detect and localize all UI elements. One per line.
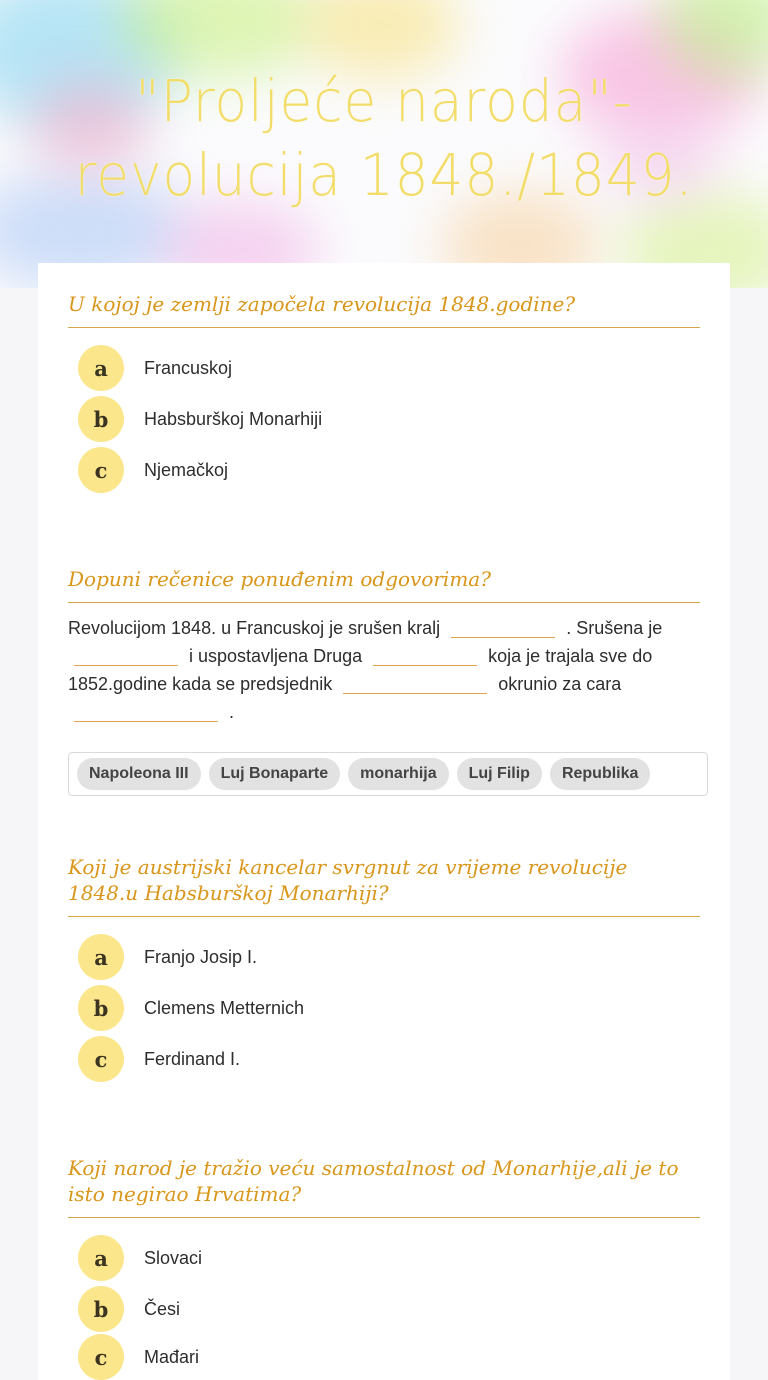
blank-5[interactable] <box>74 703 218 722</box>
question-1-heading: U kojoj je zemlji započela revolucija 1848.godine? <box>68 291 700 328</box>
word-chip[interactable]: Napoleona III <box>77 758 201 790</box>
option-letter: a <box>78 345 124 391</box>
blank-4[interactable] <box>343 675 487 694</box>
question-3-option-c[interactable] <box>78 1036 240 1082</box>
blank-2[interactable] <box>74 647 178 666</box>
question-4-heading: Koji narod je tražio veću samostalnost od Monarhije,ali je to isto negirao Hrvatima? <box>68 1155 700 1218</box>
fill-in-sentence <box>68 614 700 726</box>
question-1-option-b[interactable] <box>78 396 322 442</box>
title-line-2: revolucija 1848./1849. <box>74 141 694 209</box>
option-letter: a <box>78 934 124 980</box>
title-line-1: "Proljeće naroda"- <box>135 67 633 135</box>
question-1-option-a[interactable] <box>78 345 232 391</box>
option-text: Clemens Metternich <box>144 997 305 1018</box>
sentence-part: Revolucijom 1848. u Francuskoj je srušen kralj <box>68 618 441 638</box>
word-bank <box>68 752 708 796</box>
blank-1[interactable] <box>451 619 555 638</box>
sentence-part: . Srušena je <box>566 618 663 638</box>
worksheet-card <box>38 263 730 1380</box>
option-text: Mađari <box>144 1346 200 1367</box>
question-3-option-b[interactable] <box>78 985 304 1031</box>
option-letter: c <box>78 1036 124 1082</box>
word-chip[interactable]: Republika <box>550 758 650 790</box>
option-letter: b <box>78 985 124 1031</box>
blank-3[interactable] <box>373 647 477 666</box>
page-title <box>31 64 738 212</box>
sentence-part: okrunio za cara <box>498 674 622 694</box>
word-chip[interactable]: Luj Filip <box>457 758 542 790</box>
question-4-option-c[interactable] <box>78 1334 199 1380</box>
header-banner <box>0 0 768 288</box>
option-text: Habsburškoj Monarhiji <box>144 408 323 429</box>
option-letter: b <box>78 396 124 442</box>
option-letter: c <box>78 447 124 493</box>
option-letter: a <box>78 1235 124 1281</box>
question-4-option-a[interactable] <box>78 1235 202 1281</box>
question-3-option-a[interactable] <box>78 934 257 980</box>
option-text: Njemačkoj <box>144 459 229 480</box>
option-text: Francuskoj <box>144 357 233 378</box>
word-chip[interactable]: Luj Bonaparte <box>209 758 341 790</box>
option-letter: b <box>78 1286 124 1332</box>
option-letter: c <box>78 1334 124 1380</box>
sentence-part: i uspostavljena Druga <box>189 646 363 666</box>
question-3-heading: Koji je austrijski kancelar svrgnut za vrijeme revolucije 1848.u Habsburškoj Monarhiji? <box>68 854 700 917</box>
sentence-part: . <box>229 702 235 722</box>
question-4-option-b[interactable] <box>78 1286 180 1332</box>
option-text: Slovaci <box>144 1247 203 1268</box>
option-text: Česi <box>144 1298 181 1319</box>
option-text: Franjo Josip I. <box>144 946 258 967</box>
option-text: Ferdinand I. <box>144 1048 241 1069</box>
question-1-option-c[interactable] <box>78 447 228 493</box>
question-2-heading: Dopuni rečenice ponuđenim odgovorima? <box>68 566 700 603</box>
word-chip[interactable]: monarhija <box>348 758 448 790</box>
sentence-part: koja je trajala sve do 1852.godine kada se predsjednik <box>68 646 653 694</box>
